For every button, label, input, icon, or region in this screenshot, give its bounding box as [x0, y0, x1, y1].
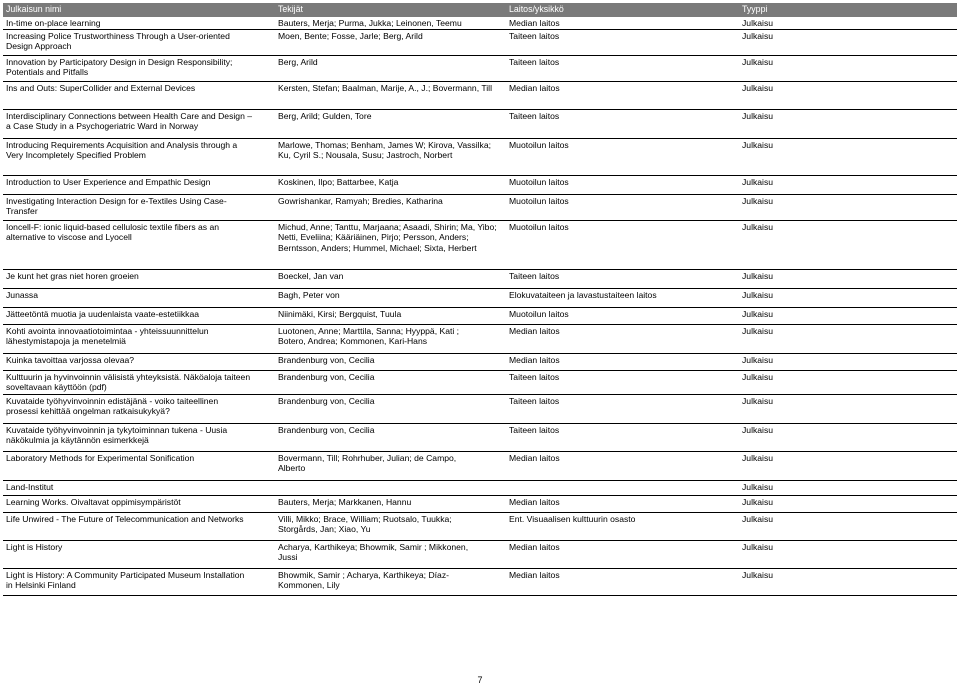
publication-authors: Acharya, Karthikeya; Bhowmik, Samir ; Mikkonen, Jussi — [275, 540, 506, 568]
publication-type: Julkaisu — [739, 451, 957, 480]
publication-title: Ioncell-F: ionic liquid-based cellulosic textile fibers as an alternative to viscose and Lyocell — [3, 220, 275, 269]
publication-title: Land-Institut — [3, 480, 275, 495]
publication-title: Light is History — [3, 540, 275, 568]
publication-dept: Median laitos — [506, 353, 739, 370]
publication-authors: Berg, Arild; Gulden, Tore — [275, 109, 506, 138]
table-row — [3, 568, 957, 595]
publication-title: In-time on-place learning — [3, 17, 275, 29]
publication-type: Julkaisu — [739, 540, 957, 568]
table-row — [3, 220, 957, 269]
table-row — [3, 324, 957, 353]
publication-dept: Elokuvataiteen ja lavastustaiteen laitos — [506, 288, 739, 307]
publication-title: Introducing Requirements Acquisition and Analysis through a Very Incompletely Specified Problem — [3, 138, 275, 175]
publication-authors: Bovermann, Till; Rohrhuber, Julian; de Campo, Alberto — [275, 451, 506, 480]
publication-title: Kulttuurin ja hyvinvoinnin välisistä yhteyksistä. Näköaloja taiteen soveltavaan käyttöön (pdf) — [3, 370, 275, 394]
publication-dept: Muotoilun laitos — [506, 307, 739, 324]
publication-dept: Median laitos — [506, 17, 739, 29]
table-row — [3, 138, 957, 175]
table-row — [3, 480, 957, 495]
page-number: 7 — [477, 675, 483, 685]
publication-authors: Kersten, Stefan; Baalman, Marije, A., J.; Bovermann, Till — [275, 81, 506, 109]
table-row — [3, 17, 957, 29]
table-row — [3, 495, 957, 512]
header-dept: Laitos/yksikkö — [506, 3, 739, 17]
publication-authors: Bauters, Merja; Purma, Jukka; Leinonen, Teemu — [275, 17, 506, 29]
publication-title: Interdisciplinary Connections between Health Care and Design – a Case Study in a Psychogeriatric Ward in Norway — [3, 109, 275, 138]
publication-title: Je kunt het gras niet horen groeien — [3, 269, 275, 288]
publication-authors: Brandenburg von, Cecilia — [275, 353, 506, 370]
publication-authors: Berg, Arild — [275, 55, 506, 81]
publication-title: Laboratory Methods for Experimental Sonification — [3, 451, 275, 480]
publication-title: Investigating Interaction Design for e-Textiles Using Case-Transfer — [3, 194, 275, 220]
header-type: Tyyppi — [739, 3, 957, 17]
publication-type: Julkaisu — [739, 423, 957, 451]
table-row — [3, 512, 957, 540]
publication-authors: Bauters, Merja; Markkanen, Hannu — [275, 495, 506, 512]
publication-title: Ins and Outs: SuperCollider and External Devices — [3, 81, 275, 109]
publication-type: Julkaisu — [739, 288, 957, 307]
publication-dept: Taiteen laitos — [506, 269, 739, 288]
publication-dept: Median laitos — [506, 324, 739, 353]
publication-authors: Brandenburg von, Cecilia — [275, 394, 506, 423]
publication-authors — [275, 480, 506, 495]
publication-title: Introduction to User Experience and Empathic Design — [3, 175, 275, 194]
publication-authors: Bhowmik, Samir ; Acharya, Karthikeya; Díaz-Kommonen, Lily — [275, 568, 506, 595]
publication-dept: Taiteen laitos — [506, 394, 739, 423]
table-row — [3, 353, 957, 370]
publication-type: Julkaisu — [739, 353, 957, 370]
publication-title: Learning Works. Oivaltavat oppimisympäristöt — [3, 495, 275, 512]
publication-list — [3, 3, 957, 596]
publication-dept: Taiteen laitos — [506, 55, 739, 81]
table-row — [3, 307, 957, 324]
table-row — [3, 81, 957, 109]
publication-authors: Brandenburg von, Cecilia — [275, 423, 506, 451]
publication-authors: Moen, Bente; Fosse, Jarle; Berg, Arild — [275, 29, 506, 55]
publication-title: Junassa — [3, 288, 275, 307]
publication-title: Light is History: A Community Participated Museum Installation in Helsinki Finland — [3, 568, 275, 595]
publication-dept: Median laitos — [506, 495, 739, 512]
publication-type: Julkaisu — [739, 109, 957, 138]
publication-authors: Marlowe, Thomas; Benham, James W; Kirova, Vassilka; Ku, Cyril S.; Nousala, Susu; Jastroch, Norbert — [275, 138, 506, 175]
publication-type: Julkaisu — [739, 307, 957, 324]
publication-dept: Median laitos — [506, 451, 739, 480]
publication-dept: Median laitos — [506, 81, 739, 109]
table-row — [3, 423, 957, 451]
table-row — [3, 451, 957, 480]
header-title: Julkaisun nimi — [3, 3, 275, 17]
publication-title: Jätteetöntä muotia ja uudenlaista vaate-estetiikkaa — [3, 307, 275, 324]
publication-type: Julkaisu — [739, 81, 957, 109]
publication-title: Life Unwired - The Future of Telecommunication and Networks — [3, 512, 275, 540]
publication-dept: Muotoilun laitos — [506, 194, 739, 220]
publication-authors: Villi, Mikko; Brace, William; Ruotsalo, Tuukka; Storgårds, Jan; Xiao, Yu — [275, 512, 506, 540]
publication-type: Julkaisu — [739, 394, 957, 423]
publication-dept: Median laitos — [506, 540, 739, 568]
publication-type: Julkaisu — [739, 175, 957, 194]
publication-authors: Michud, Anne; Tanttu, Marjaana; Asaadi, Shirin; Ma, Yibo; Netti, Eveliina; Kääriäinen, Pirjo; Persson, Anders; Berntsson, Anders; Hummel, Michael; Sixta, Herbert — [275, 220, 506, 269]
publication-type: Julkaisu — [739, 269, 957, 288]
publication-authors: Koskinen, Ilpo; Battarbee, Katja — [275, 175, 506, 194]
publication-dept: Median laitos — [506, 568, 739, 595]
publication-authors: Gowrishankar, Ramyah; Bredies, Katharina — [275, 194, 506, 220]
table-row — [3, 540, 957, 568]
table-header — [3, 3, 957, 17]
publication-type: Julkaisu — [739, 512, 957, 540]
publication-table — [3, 3, 957, 596]
publication-dept: Taiteen laitos — [506, 370, 739, 394]
table-row — [3, 29, 957, 55]
table-row — [3, 109, 957, 138]
publication-type: Julkaisu — [739, 568, 957, 595]
publication-authors: Boeckel, Jan van — [275, 269, 506, 288]
publication-dept: Ent. Visuaalisen kulttuurin osasto — [506, 512, 739, 540]
table-row — [3, 269, 957, 288]
publication-authors: Niinimäki, Kirsi; Bergquist, Tuula — [275, 307, 506, 324]
publication-title: Increasing Police Trustworthiness Through a User-oriented Design Approach — [3, 29, 275, 55]
publication-dept — [506, 480, 739, 495]
table-row — [3, 175, 957, 194]
publication-title: Kuinka tavoittaa varjossa olevaa? — [3, 353, 275, 370]
publication-title: Kuvataide työhyvinvoinnin edistäjänä - voiko taiteellinen prosessi kehittää ongelman ratkaisukykyä? — [3, 394, 275, 423]
publication-type: Julkaisu — [739, 138, 957, 175]
table-row — [3, 55, 957, 81]
publication-dept: Muotoilun laitos — [506, 138, 739, 175]
publication-title: Kuvataide työhyvinvoinnin ja tykytoiminnan tukena - Uusia näkökulmia ja käytännön esimerkkejä — [3, 423, 275, 451]
publication-dept: Taiteen laitos — [506, 423, 739, 451]
publication-title: Innovation by Participatory Design in Design Responsibility; Potentials and Pitfalls — [3, 55, 275, 81]
publication-authors: Luotonen, Anne; Marttila, Sanna; Hyyppä, Kati ; Botero, Andrea; Kommonen, Kari-Hans — [275, 324, 506, 353]
publication-title: Kohti avointa innovaatiotoimintaa - yhteissuunnittelun lähestymistapoja ja menetelmiä — [3, 324, 275, 353]
publication-type: Julkaisu — [739, 370, 957, 394]
table-row — [3, 370, 957, 394]
publication-type: Julkaisu — [739, 324, 957, 353]
publication-type: Julkaisu — [739, 17, 957, 29]
table-row — [3, 394, 957, 423]
publication-type: Julkaisu — [739, 220, 957, 269]
publication-authors: Bagh, Peter von — [275, 288, 506, 307]
publication-authors: Brandenburg von, Cecilia — [275, 370, 506, 394]
publication-type: Julkaisu — [739, 194, 957, 220]
table-row — [3, 288, 957, 307]
publication-dept: Muotoilun laitos — [506, 175, 739, 194]
publication-type: Julkaisu — [739, 29, 957, 55]
publication-dept: Taiteen laitos — [506, 29, 739, 55]
publication-type: Julkaisu — [739, 55, 957, 81]
publication-type: Julkaisu — [739, 480, 957, 495]
publication-type: Julkaisu — [739, 495, 957, 512]
publication-dept: Muotoilun laitos — [506, 220, 739, 269]
header-authors: Tekijät — [275, 3, 506, 17]
publication-dept: Taiteen laitos — [506, 109, 739, 138]
table-row — [3, 194, 957, 220]
